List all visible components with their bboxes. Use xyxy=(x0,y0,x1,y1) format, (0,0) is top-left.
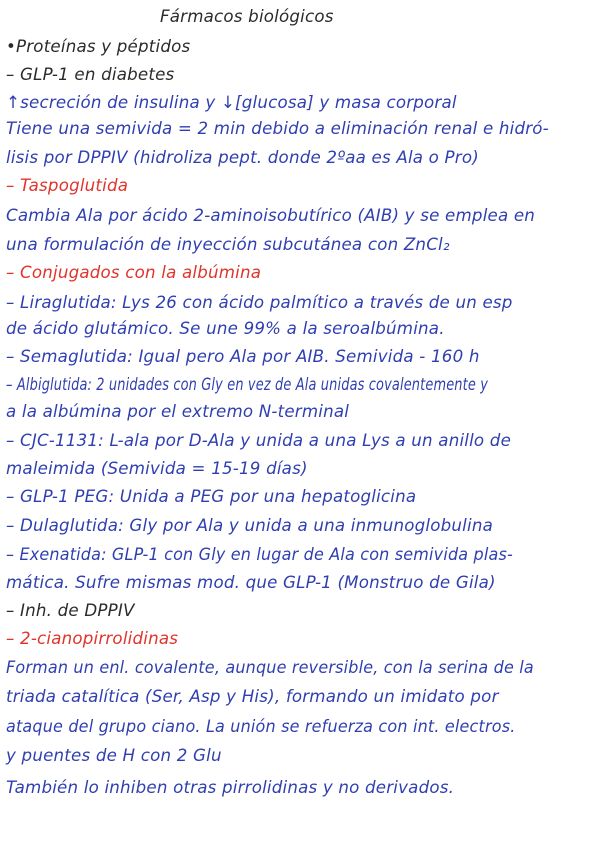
note-line: una formulación de inyección subcutánea con ZnCl₂ xyxy=(6,235,450,255)
heading-glp1-diabetes: – GLP-1 en diabetes xyxy=(6,65,175,85)
section-heading-proteins: •Proteínas y péptidos xyxy=(6,37,191,57)
heading-conjugados-albumina: – Conjugados con la albúmina xyxy=(6,263,262,283)
note-line: ↑secreción de insulina y ↓[glucosa] y masa corporal xyxy=(6,93,457,113)
note-line: – Dulaglutida: Gly por Ala y unida a una inmunoglobulina xyxy=(6,516,493,536)
note-line: Forman un enl. covalente, aunque reversible, con la serina de la xyxy=(6,658,534,678)
note-line: – GLP-1 PEG: Unida a PEG por una hepatoglicina xyxy=(6,487,417,507)
note-line: – Liraglutida: Lys 26 con ácido palmítico a través de un esp xyxy=(6,293,513,313)
note-line: ataque del grupo ciano. La unión se refuerza con int. electros. xyxy=(6,717,516,737)
note-line: – Exenatida: GLP-1 con Gly en lugar de Ala con semivida plas- xyxy=(6,545,513,565)
note-line: maleimida (Semivida = 15-19 días) xyxy=(6,459,308,479)
note-line: – Albiglutida: 2 unidades con Gly en vez de Ala unidas covalentemente y xyxy=(6,375,489,395)
note-line: – CJC-1131: L-ala por D-Ala y unida a una Lys a un anillo de xyxy=(6,431,512,451)
note-line: Cambia Ala por ácido 2-aminoisobutírico (AIB) y se emplea en xyxy=(6,206,536,226)
note-line: También lo inhiben otras pirrolidinas y no derivados. xyxy=(6,778,455,798)
page-title: Fármacos biológicos xyxy=(160,7,334,27)
note-line: y puentes de H con 2 Glu xyxy=(6,746,222,766)
note-line: – Semaglutida: Igual pero Ala por AIB. Semivida - 160 h xyxy=(6,347,480,367)
note-line: triada catalítica (Ser, Asp y His), formando un imidato por xyxy=(6,687,499,707)
heading-inh-dppiv: – Inh. de DPPIV xyxy=(6,601,135,621)
note-line: mática. Sufre mismas mod. que GLP-1 (Monstruo de Gila) xyxy=(6,573,496,593)
heading-taspoglutida: – Taspoglutida xyxy=(6,176,129,196)
note-line: Tiene una semivida = 2 min debido a eliminación renal e hidró- xyxy=(6,119,549,139)
note-line: lisis por DPPIV (hidroliza pept. donde 2ºaa es Ala o Pro) xyxy=(6,148,479,168)
note-line: de ácido glutámico. Se une 99% a la seroalbúmina. xyxy=(6,319,445,339)
heading-cianopirrolidinas: – 2-cianopirrolidinas xyxy=(6,629,179,649)
note-line: a la albúmina por el extremo N-terminal xyxy=(6,402,350,422)
